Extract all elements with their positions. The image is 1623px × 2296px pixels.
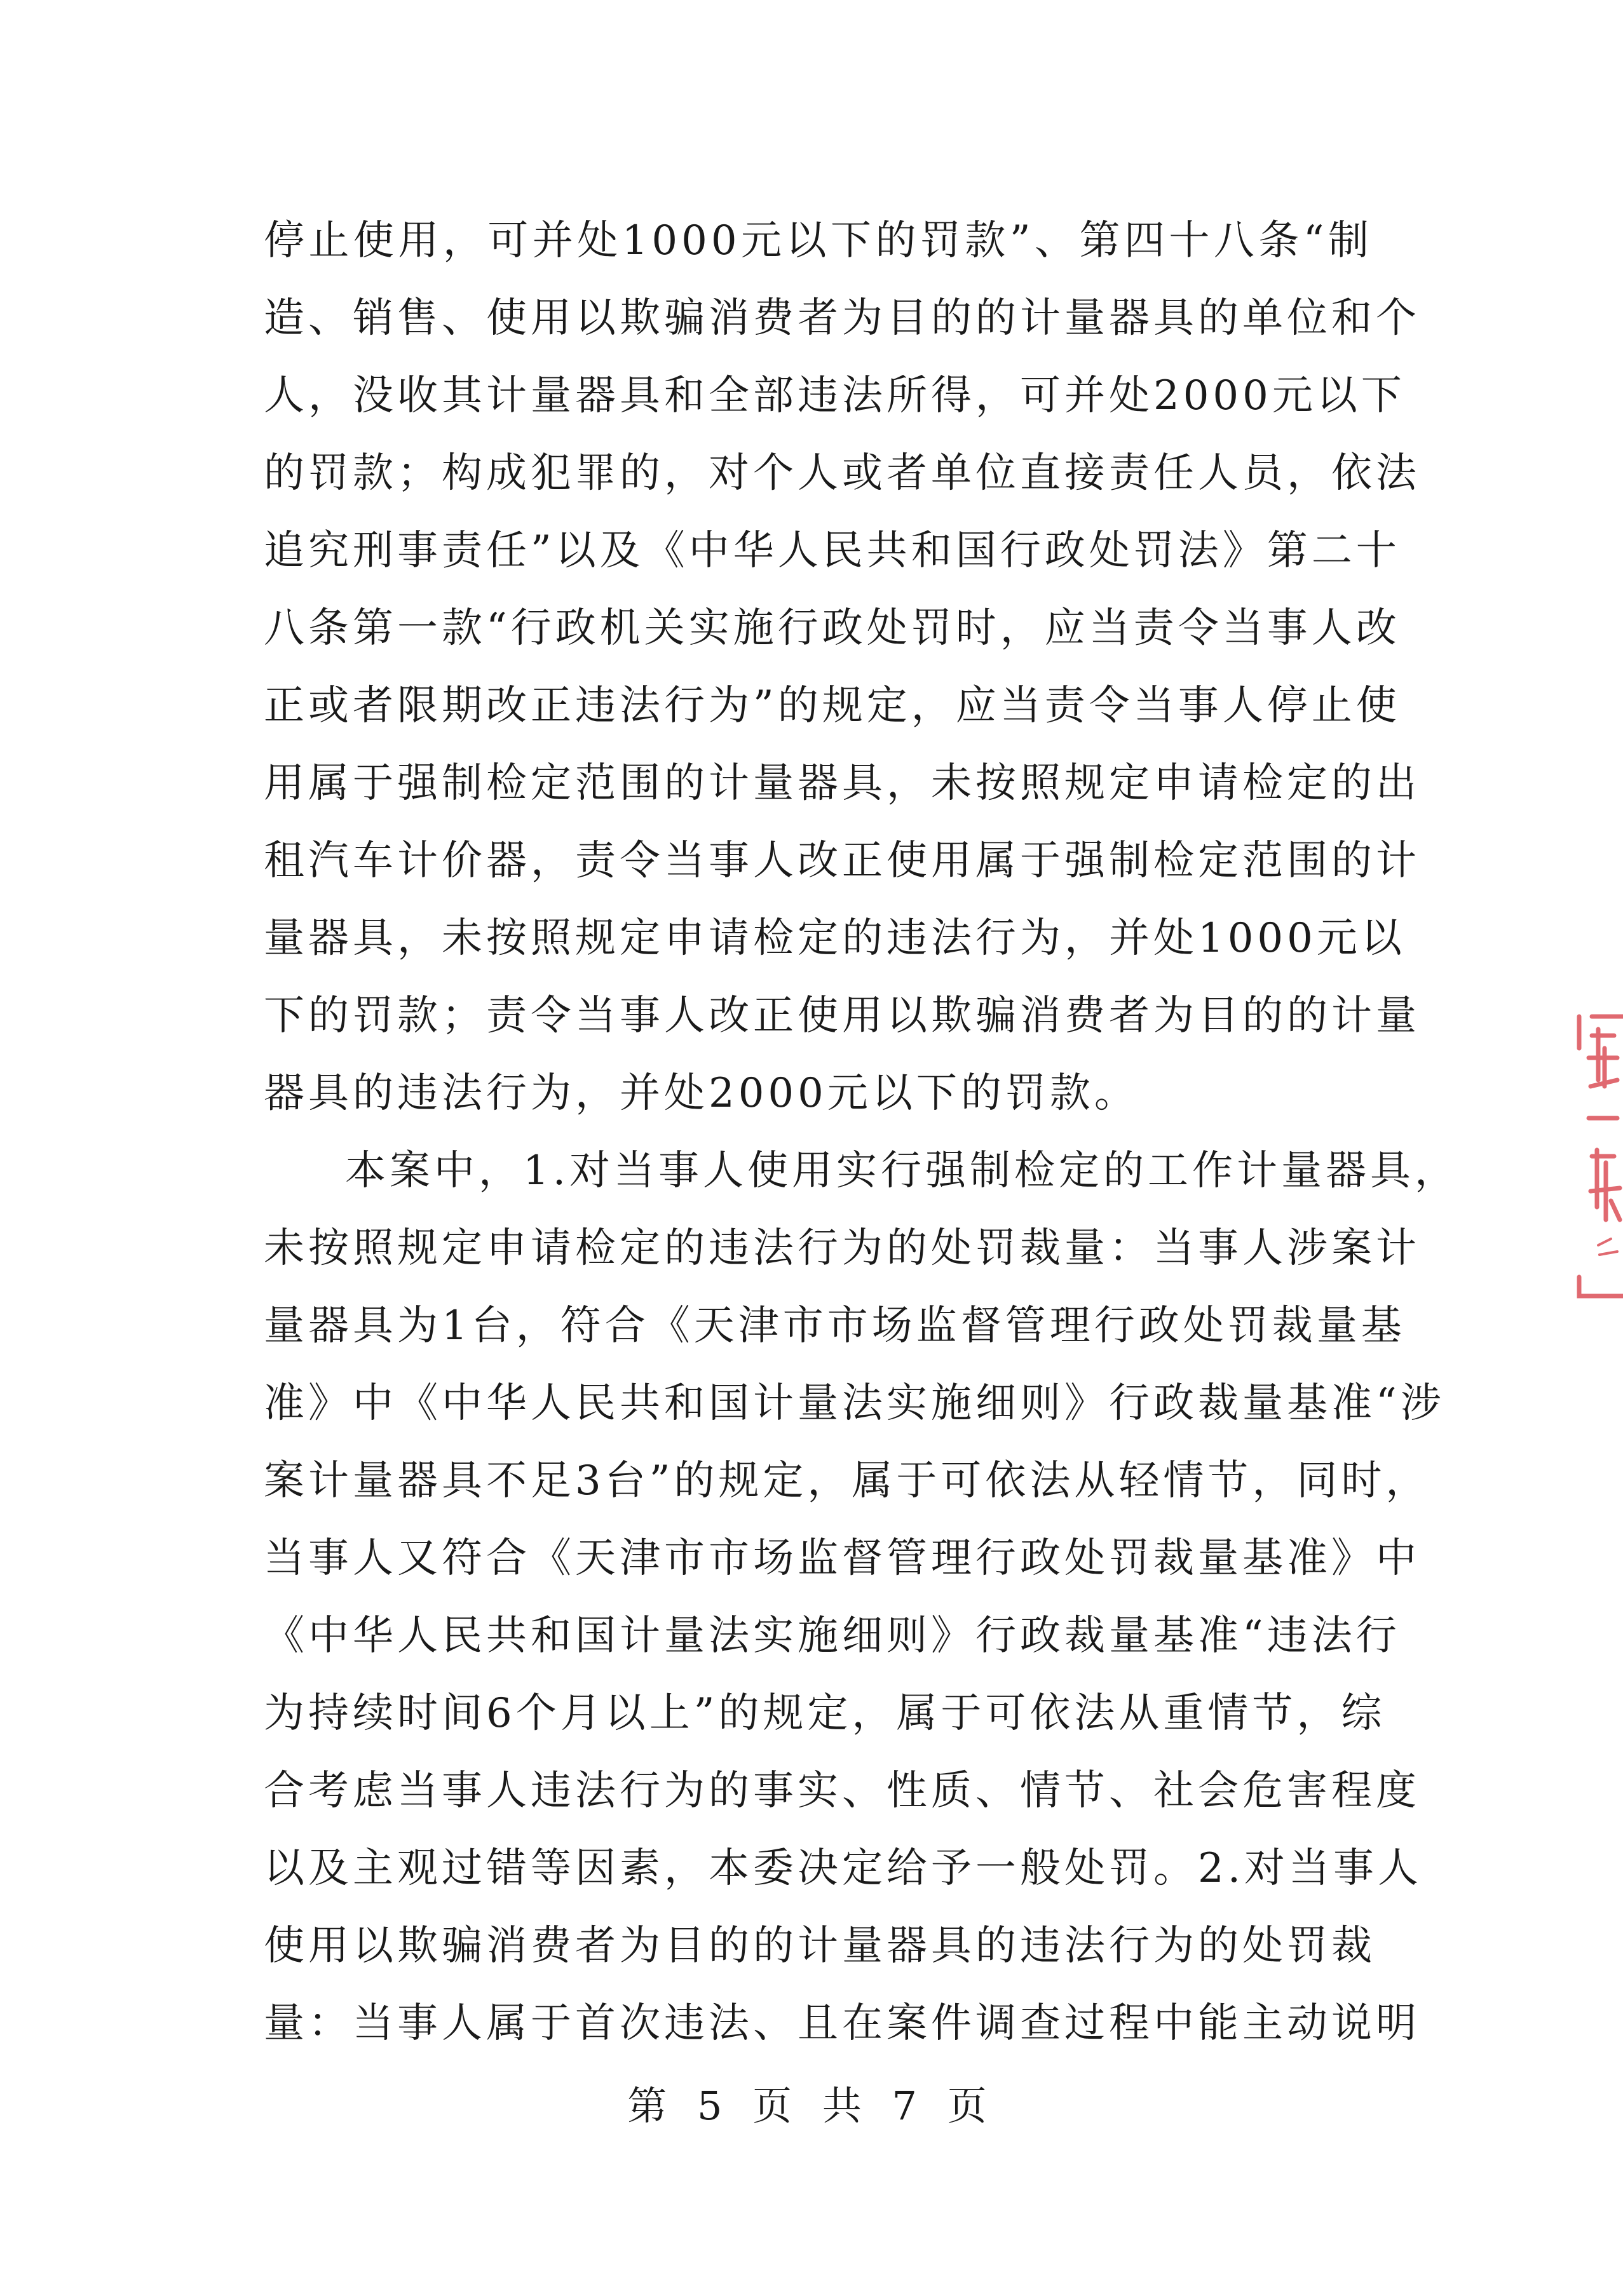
- text-line: 下的罚款；责令当事人改正使用以欺骗消费者为目的的计量: [264, 992, 1420, 1039]
- text-line: 准》中《中华人民共和国计量法实施细则》行政裁量基准“涉: [264, 1380, 1445, 1427]
- text-line: 当事人又符合《天津市市场监督管理行政处罚裁量基准》中: [264, 1535, 1420, 1582]
- text-line: 追究刑事责任”以及《中华人民共和国行政处罚法》第二十: [264, 527, 1401, 574]
- text-line: 《中华人民共和国计量法实施细则》行政裁量基准“违法行: [264, 1612, 1401, 1659]
- text-line: 八条第一款“行政机关实施行政处罚时，应当责令当事人改: [264, 605, 1401, 652]
- text-line: 停止使用，可并处1000元以下的罚款”、第四十八条“制: [264, 217, 1373, 264]
- document-body: [264, 202, 1460, 2062]
- text-line: 量器具为1台，符合《天津市市场监督管理行政处罚裁量基: [264, 1302, 1406, 1349]
- text-line: 的罚款；构成犯罪的，对个人或者单位直接责任人员，依法: [264, 450, 1420, 497]
- text-line: 正或者限期改正违法行为”的规定，应当责令当事人停止使: [264, 682, 1401, 729]
- text-line: 为持续时间6个月以上”的规定，属于可依法从重情节，综: [264, 1690, 1386, 1737]
- text-line: 器具的违法行为，并处2000元以下的罚款。: [264, 1070, 1139, 1117]
- paragraph-start-line: 本案中，1.对当事人使用实行强制检定的工作计量器具，: [345, 1147, 1460, 1194]
- seal-icon: [1554, 1010, 1623, 1302]
- seal-stamp-fragment: [1554, 1010, 1623, 1302]
- text-line: 以及主观过错等因素，本委决定给予一般处罚。2.对当事人: [264, 1845, 1423, 1892]
- page-number-footer: 第 5 页 共 7 页: [627, 2083, 996, 2129]
- text-line: 合考虑当事人违法行为的事实、性质、情节、社会危害程度: [264, 1767, 1420, 1814]
- text-line: 人，没收其计量器具和全部违法所得，可并处2000元以下: [264, 372, 1406, 419]
- text-line: 用属于强制检定范围的计量器具，未按照规定申请检定的出: [264, 760, 1420, 807]
- text-line: 量器具，未按照规定申请检定的违法行为，并处1000元以: [264, 915, 1406, 962]
- text-line: 未按照规定申请检定的违法行为的处罚裁量：当事人涉案计: [264, 1225, 1420, 1272]
- text-line: 量：当事人属于首次违法、且在案件调查过程中能主动说明: [264, 2000, 1420, 2047]
- text-line: 案计量器具不足3台”的规定，属于可依法从轻情节，同时，: [264, 1457, 1430, 1504]
- text-line: 使用以欺骗消费者为目的的计量器具的违法行为的处罚裁: [264, 1922, 1376, 1969]
- text-line: 造、销售、使用以欺骗消费者为目的的计量器具的单位和个: [264, 295, 1420, 342]
- text-line: 租汽车计价器，责令当事人改正使用属于强制检定范围的计: [264, 837, 1420, 884]
